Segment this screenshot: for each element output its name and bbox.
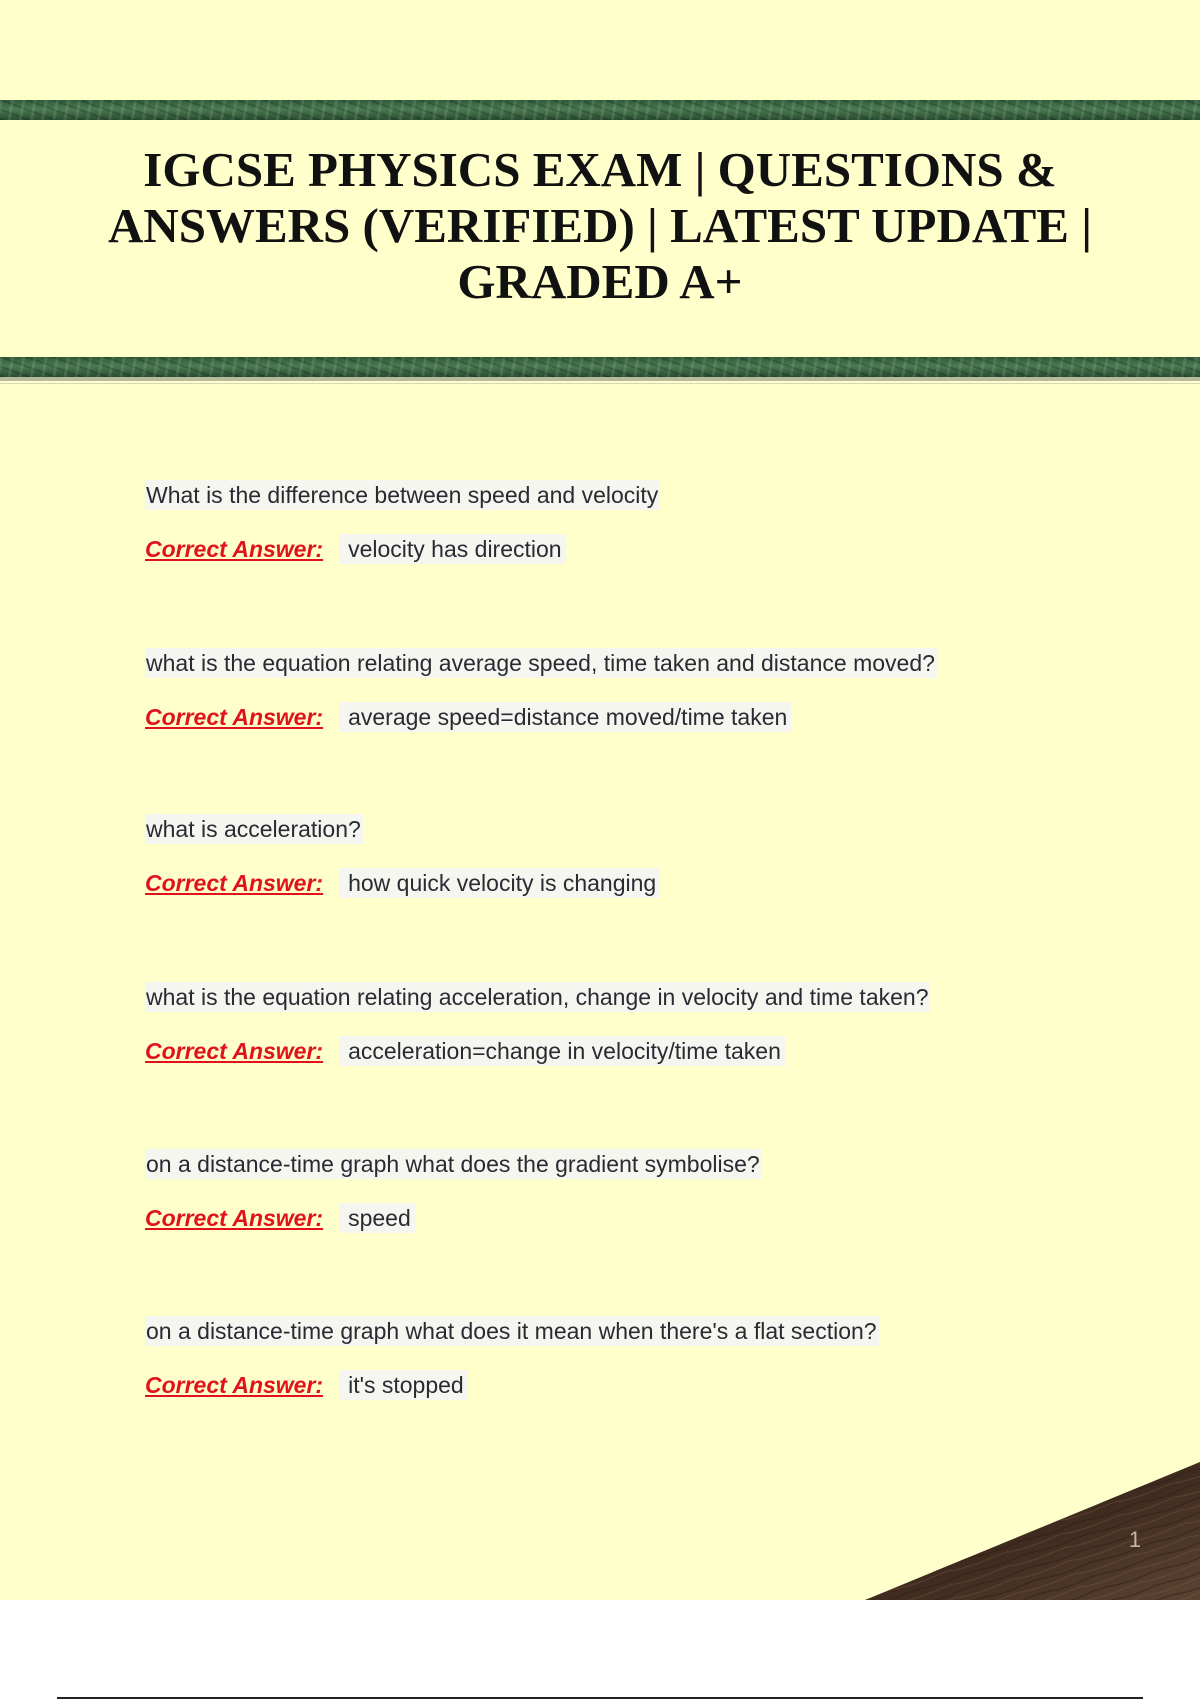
correct-answer-label: Correct Answer:	[145, 1372, 324, 1398]
question-text: on a distance-time graph what does it mean when there's a flat section?	[146, 1318, 877, 1344]
question-text: on a distance-time graph what does the gradient symbolise?	[146, 1151, 760, 1177]
correct-answer-label: Correct Answer:	[145, 870, 324, 896]
answer-text: acceleration=change in velocity/time taken	[339, 1036, 785, 1066]
footer-rule	[57, 1697, 1143, 1699]
correct-answer-label: Correct Answer:	[145, 1205, 324, 1231]
page-number: 1	[1128, 1527, 1142, 1552]
answer-text: how quick velocity is changing	[339, 868, 660, 898]
correct-answer-label: Correct Answer:	[145, 1038, 324, 1064]
correct-answer-label: Correct Answer:	[145, 536, 324, 562]
document-title: IGCSE PHYSICS EXAM | QUESTIONS & ANSWERS (VERIFIED) | LATEST UPDATE | GRADED A+	[107, 142, 1093, 309]
question-text: What is the difference between speed and velocity	[146, 482, 659, 508]
question-text: what is acceleration?	[146, 816, 361, 842]
answer-text: speed	[339, 1203, 415, 1233]
answer-text: velocity has direction	[339, 534, 566, 564]
question-text: what is the equation relating average speed, time taken and distance moved?	[146, 650, 935, 676]
answer-text: average speed=distance moved/time taken	[339, 702, 791, 732]
answer-text: it's stopped	[339, 1370, 468, 1400]
correct-answer-label: Correct Answer:	[145, 704, 324, 730]
question-text: what is the equation relating acceleration, change in velocity and time taken?	[146, 984, 929, 1010]
